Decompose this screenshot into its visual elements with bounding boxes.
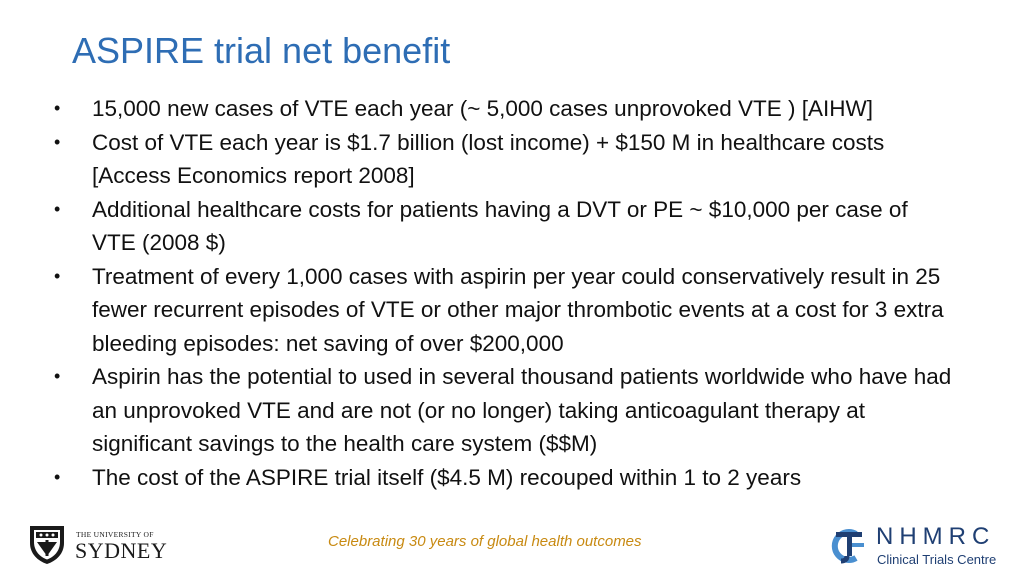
university-label-small: THE UNIVERSITY OF	[76, 530, 154, 539]
bullet-text: Treatment of every 1,000 cases with aspirin per year could conservatively result in 25 fewer recurrent episodes of VTE or other major thrombotic events at a cost for 3 extra bleeding episodes: net saving of over $200,000	[92, 263, 944, 356]
list-item	[0, 360, 1024, 461]
bullet-marker: •	[54, 466, 61, 487]
bullet-list	[0, 92, 1024, 494]
nhmrc-mark-icon	[826, 525, 870, 565]
list-item	[0, 126, 1024, 193]
nhmrc-logo	[826, 523, 1006, 569]
bullet-marker: •	[54, 98, 61, 118]
bullet-text: Additional healthcare costs for patients having a DVT or PE ~ $10,000 per case of VTE (2008 $)	[92, 196, 908, 255]
bullet-text: Aspirin has the potential to used in several thousand patients worldwide who have had an unprovoked VTE and are not (or no longer) taking anticoagulant therapy at significant savings to the health care system ($$M)	[92, 364, 952, 456]
bullet-marker: •	[54, 366, 61, 386]
bullet-marker: •	[54, 131, 61, 152]
list-item	[0, 461, 1024, 495]
bullet-text: 15,000 new cases of VTE each year (~ 5,000 cases unprovoked VTE ) [AIHW]	[92, 96, 874, 121]
footer-tagline: Celebrating 30 years of global health outcomes	[328, 533, 642, 550]
bullet-text: The cost of the ASPIRE trial itself ($4.5 M) recouped within 1 to 2 years	[92, 464, 802, 490]
list-item	[0, 260, 1024, 361]
list-item	[0, 92, 1024, 126]
university-of-sydney-logo	[26, 523, 166, 565]
nhmrc-subtitle: Clinical Trials Centre	[877, 552, 997, 567]
bullet-marker: •	[54, 265, 61, 286]
bullet-marker: •	[54, 198, 61, 219]
nhmrc-name: NHMRC	[876, 523, 996, 550]
page-title: ASPIRE trial net benefit	[72, 30, 451, 71]
bullet-text: Cost of VTE each year is $1.7 billion (lost income) + $150 M in healthcare costs [Access Economics report 2008]	[92, 129, 885, 188]
university-crest-icon	[26, 523, 68, 565]
university-label-sydney: SYDNEY	[75, 538, 168, 563]
list-item	[0, 193, 1024, 260]
